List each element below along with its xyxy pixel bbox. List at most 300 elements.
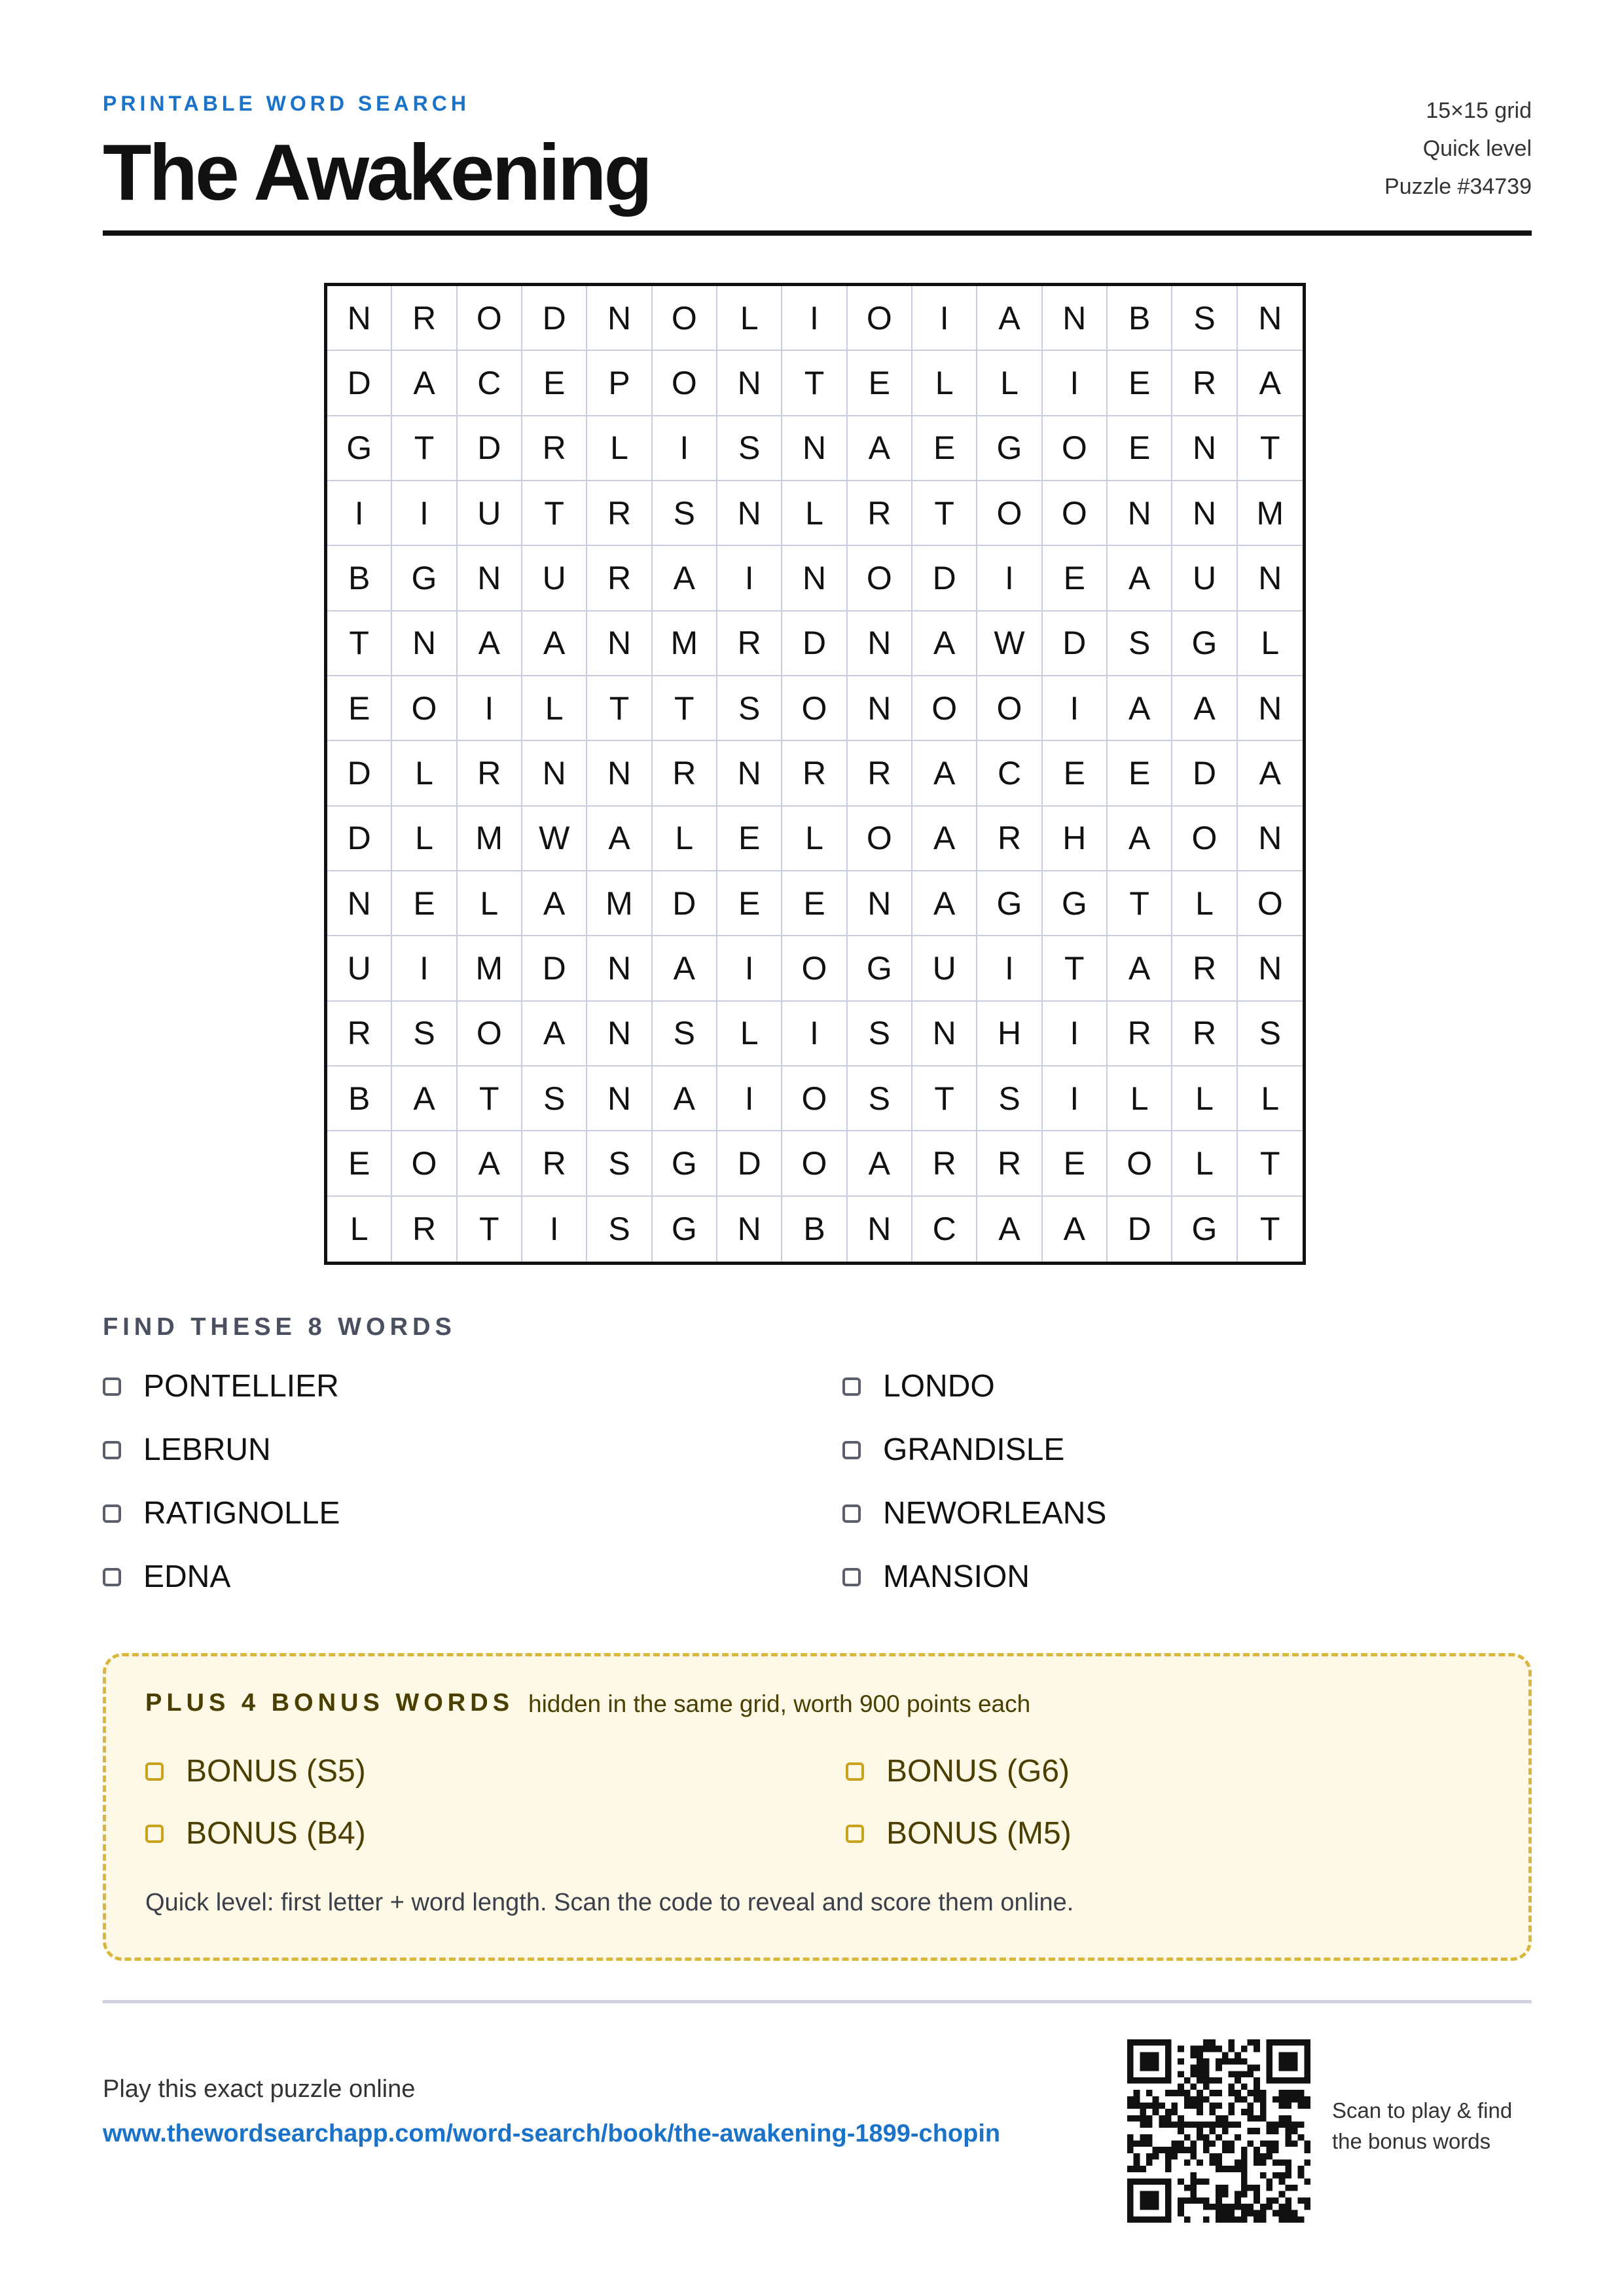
grid-cell[interactable]: G [1172, 611, 1237, 676]
word-checkbox[interactable] [842, 1441, 861, 1459]
grid-cell[interactable]: U [1172, 546, 1237, 611]
grid-cell[interactable]: R [587, 481, 652, 546]
grid-cell[interactable]: L [977, 351, 1042, 416]
qr-module [1127, 2166, 1134, 2172]
grid-cell[interactable]: S [1238, 1002, 1303, 1066]
qr-module [1260, 2216, 1267, 2223]
qr-code-icon[interactable] [1127, 2039, 1310, 2223]
grid-cell[interactable]: A [458, 1131, 522, 1196]
grid-cell[interactable]: L [458, 871, 522, 936]
qr-module [1184, 2134, 1191, 2141]
bonus-checkbox[interactable] [145, 1825, 164, 1843]
qr-module [1254, 2197, 1260, 2204]
grid-cell[interactable]: E [848, 351, 912, 416]
grid-cell[interactable]: A [1043, 1197, 1108, 1262]
find-words-heading: FIND THESE 8 WORDS [103, 1313, 456, 1341]
qr-module [1197, 2096, 1203, 2103]
grid-cell[interactable]: I [1043, 676, 1108, 741]
grid-cell[interactable]: I [782, 286, 847, 351]
grid-cell[interactable]: E [327, 676, 392, 741]
grid-cell[interactable]: N [1238, 936, 1303, 1001]
word-item[interactable] [842, 1495, 1106, 1531]
grid-cell[interactable]: G [653, 1197, 717, 1262]
grid-cell[interactable]: E [392, 871, 457, 936]
grid-cell[interactable]: E [1108, 416, 1172, 481]
grid-cell[interactable]: A [653, 1066, 717, 1131]
grid-cell[interactable]: N [848, 676, 912, 741]
qr-module [1134, 2153, 1140, 2160]
grid-cell[interactable]: N [717, 351, 782, 416]
grid-cell[interactable]: A [1238, 351, 1303, 416]
word-item[interactable] [103, 1495, 340, 1531]
grid-cell[interactable]: A [1108, 546, 1172, 611]
grid-cell[interactable]: R [782, 741, 847, 806]
grid-cell[interactable]: O [392, 1131, 457, 1196]
qr-module [1228, 2204, 1235, 2210]
grid-cell[interactable]: R [1108, 1002, 1172, 1066]
grid-cell[interactable]: L [1238, 1066, 1303, 1131]
grid-cell[interactable]: T [458, 1066, 522, 1131]
grid-cell[interactable]: A [392, 1066, 457, 1131]
grid-cell[interactable]: A [392, 351, 457, 416]
play-online-label: Play this exact puzzle online [103, 2075, 416, 2103]
qr-module [1178, 2210, 1184, 2217]
grid-cell[interactable]: L [1172, 1131, 1237, 1196]
grid-cell[interactable]: I [392, 936, 457, 1001]
grid-cell[interactable]: D [327, 741, 392, 806]
qr-module [1210, 2140, 1216, 2147]
grid-cell[interactable]: O [1043, 481, 1108, 546]
grid-cell[interactable]: N [848, 1197, 912, 1262]
grid-cell[interactable]: O [653, 286, 717, 351]
grid-cell[interactable]: S [522, 1066, 587, 1131]
grid-cell[interactable]: N [1238, 807, 1303, 871]
grid-cell[interactable]: E [717, 871, 782, 936]
grid-cell[interactable]: R [327, 1002, 392, 1066]
word-item[interactable] [842, 1368, 995, 1404]
qr-module [1210, 2128, 1216, 2134]
grid-cell[interactable]: T [912, 1066, 977, 1131]
grid-cell[interactable]: C [458, 351, 522, 416]
grid-cell[interactable]: R [1172, 351, 1237, 416]
grid-cell[interactable]: L [327, 1197, 392, 1262]
grid-cell[interactable]: L [782, 807, 847, 871]
grid-cell[interactable]: N [782, 416, 847, 481]
grid-cell[interactable]: H [1043, 807, 1108, 871]
grid-cell[interactable]: A [1238, 741, 1303, 806]
grid-cell[interactable]: N [587, 936, 652, 1001]
qr-module [1241, 2172, 1248, 2179]
qr-module [1272, 2128, 1279, 2134]
bonus-checkbox[interactable] [145, 1762, 164, 1781]
qr-module [1272, 2096, 1279, 2103]
grid-cell[interactable]: L [782, 481, 847, 546]
qr-module [1191, 2197, 1197, 2204]
grid-cell[interactable]: O [1043, 416, 1108, 481]
grid-cell[interactable]: O [653, 351, 717, 416]
grid-cell[interactable]: D [327, 807, 392, 871]
grid-cell[interactable]: N [458, 546, 522, 611]
grid-cell[interactable]: N [587, 1002, 652, 1066]
grid-cell[interactable]: R [522, 1131, 587, 1196]
grid-cell[interactable]: G [848, 936, 912, 1001]
grid-cell[interactable]: D [1108, 1197, 1172, 1262]
grid-cell[interactable]: N [587, 741, 652, 806]
grid-cell[interactable]: N [912, 1002, 977, 1066]
grid-cell[interactable]: A [977, 286, 1042, 351]
grid-cell[interactable]: G [392, 546, 457, 611]
grid-cell[interactable]: O [458, 286, 522, 351]
qr-module [1266, 2140, 1272, 2147]
grid-cell[interactable]: A [587, 807, 652, 871]
grid-cell[interactable]: A [522, 1002, 587, 1066]
grid-cell[interactable]: E [782, 871, 847, 936]
grid-cell[interactable]: R [587, 546, 652, 611]
grid-cell[interactable]: N [848, 871, 912, 936]
grid-cell[interactable]: L [912, 351, 977, 416]
word-checkbox[interactable] [842, 1568, 861, 1586]
grid-cell[interactable]: B [327, 546, 392, 611]
grid-cell[interactable]: S [717, 416, 782, 481]
grid-cell[interactable]: I [717, 1066, 782, 1131]
grid-cell[interactable]: U [327, 936, 392, 1001]
qr-module [1241, 2159, 1248, 2166]
grid-cell[interactable]: U [912, 936, 977, 1001]
grid-cell[interactable]: N [1238, 676, 1303, 741]
grid-cell[interactable]: R [653, 741, 717, 806]
grid-cell[interactable]: N [1108, 481, 1172, 546]
grid-cell[interactable]: N [327, 871, 392, 936]
grid-cell[interactable]: S [587, 1197, 652, 1262]
grid-cell[interactable]: N [587, 1066, 652, 1131]
bonus-word-item[interactable] [145, 1753, 366, 1789]
grid-cell[interactable]: E [327, 1131, 392, 1196]
grid-cell[interactable]: N [587, 611, 652, 676]
qr-module [1178, 2122, 1184, 2128]
grid-cell[interactable]: A [977, 1197, 1042, 1262]
grid-cell[interactable]: A [1172, 676, 1237, 741]
bonus-checkbox[interactable] [846, 1762, 864, 1781]
grid-cell[interactable]: L [1172, 1066, 1237, 1131]
grid-cell[interactable]: L [522, 676, 587, 741]
grid-cell[interactable]: R [392, 1197, 457, 1262]
grid-cell[interactable]: R [848, 741, 912, 806]
word-item[interactable] [103, 1368, 339, 1404]
grid-cell[interactable]: D [912, 546, 977, 611]
grid-cell[interactable]: A [522, 871, 587, 936]
grid-cell[interactable]: S [653, 481, 717, 546]
grid-cell[interactable]: O [848, 286, 912, 351]
grid-cell[interactable]: O [848, 546, 912, 611]
grid-cell[interactable]: I [912, 286, 977, 351]
grid-cell[interactable]: R [1172, 1002, 1237, 1066]
grid-cell[interactable]: R [912, 1131, 977, 1196]
grid-cell[interactable]: G [977, 416, 1042, 481]
word-item[interactable] [842, 1432, 1064, 1468]
grid-cell[interactable]: E [1108, 351, 1172, 416]
grid-cell[interactable]: O [782, 1131, 847, 1196]
level-label: Quick level [1422, 136, 1532, 161]
grid-cell[interactable]: A [848, 1131, 912, 1196]
grid-cell[interactable]: W [522, 807, 587, 871]
play-online-link[interactable]: www.thewordsearchapp.com/word-search/book/the-awakening-1899-chopin [103, 2120, 1001, 2147]
grid-cell[interactable]: N [782, 546, 847, 611]
grid-cell[interactable]: M [653, 611, 717, 676]
grid-cell[interactable]: N [717, 1197, 782, 1262]
qr-module [1210, 2046, 1216, 2052]
qr-module [1184, 2185, 1191, 2191]
grid-cell[interactable]: O [977, 676, 1042, 741]
qr-module [1216, 2090, 1222, 2096]
grid-cell[interactable]: N [848, 611, 912, 676]
grid-cell[interactable]: A [522, 611, 587, 676]
grid-cell[interactable]: O [977, 481, 1042, 546]
grid-cell[interactable]: M [587, 871, 652, 936]
word-item[interactable] [103, 1432, 271, 1468]
qr-module [1272, 2210, 1279, 2217]
grid-cell[interactable]: H [977, 1002, 1042, 1066]
grid-cell[interactable]: D [327, 351, 392, 416]
word-checkbox[interactable] [842, 1377, 861, 1396]
grid-cell[interactable]: L [587, 416, 652, 481]
grid-cell[interactable]: B [782, 1197, 847, 1262]
grid-cell[interactable]: S [587, 1131, 652, 1196]
grid-cell[interactable]: M [458, 807, 522, 871]
grid-cell[interactable]: I [1043, 1002, 1108, 1066]
qr-module [1279, 2191, 1286, 2198]
grid-cell[interactable]: T [1238, 1131, 1303, 1196]
grid-cell[interactable]: C [977, 741, 1042, 806]
grid-cell[interactable]: R [848, 481, 912, 546]
grid-cell[interactable]: T [1260, 1211, 1280, 1248]
grid-cell[interactable]: I [717, 936, 782, 1001]
qr-module [1203, 2096, 1210, 2103]
qr-module [1203, 2197, 1210, 2204]
bonus-word-item[interactable] [846, 1815, 1072, 1851]
grid-cell[interactable]: P [587, 351, 652, 416]
grid-cell[interactable]: T [392, 416, 457, 481]
grid-cell[interactable]: T [587, 676, 652, 741]
grid-cell[interactable]: I [392, 481, 457, 546]
grid-cell[interactable]: B [327, 1066, 392, 1131]
grid-cell[interactable]: S [1108, 611, 1172, 676]
grid-cell[interactable]: A [848, 416, 912, 481]
bonus-word-label: BONUS (S5) [186, 1754, 366, 1789]
word-item[interactable] [842, 1559, 1030, 1595]
grid-cell[interactable]: N [1172, 481, 1237, 546]
grid-cell[interactable]: N [1238, 286, 1303, 351]
qr-module [1235, 2134, 1241, 2141]
grid-cell[interactable]: T [653, 676, 717, 741]
grid-cell[interactable]: A [912, 611, 977, 676]
grid-cell[interactable]: T [912, 481, 977, 546]
grid-cell[interactable]: W [977, 611, 1042, 676]
grid-cell[interactable]: B [1108, 286, 1172, 351]
qr-module [1146, 2122, 1153, 2128]
grid-cell[interactable]: T [458, 1197, 522, 1262]
grid-cell[interactable]: C [912, 1197, 977, 1262]
grid-cell[interactable]: N [717, 741, 782, 806]
qr-module [1235, 2071, 1241, 2077]
qr-module [1291, 2096, 1298, 2103]
grid-cell[interactable]: R [392, 286, 457, 351]
grid-cell[interactable]: N [587, 286, 652, 351]
word-checkbox[interactable] [103, 1377, 121, 1396]
letter-grid[interactable] [324, 283, 1306, 1265]
qr-module [1291, 2216, 1298, 2223]
qr-module [1266, 2128, 1272, 2134]
grid-cell[interactable]: L [1108, 1066, 1172, 1131]
grid-cell[interactable]: N [522, 741, 587, 806]
word-checkbox[interactable] [103, 1504, 121, 1523]
bonus-checkbox[interactable] [846, 1825, 864, 1843]
word-label: PONTELLIER [143, 1369, 339, 1404]
qr-module [1254, 2084, 1260, 2090]
grid-cell[interactable]: S [848, 1002, 912, 1066]
grid-cell[interactable]: M [1238, 481, 1303, 546]
grid-cell[interactable]: I [977, 546, 1042, 611]
grid-cell[interactable]: R [977, 1131, 1042, 1196]
grid-cell[interactable]: S [977, 1066, 1042, 1131]
grid-cell[interactable]: I [977, 936, 1042, 1001]
grid-cell[interactable]: E [1108, 741, 1172, 806]
grid-cell[interactable]: I [1043, 351, 1108, 416]
grid-cell[interactable]: E [912, 416, 977, 481]
grid-cell[interactable]: R [977, 807, 1042, 871]
grid-cell[interactable]: T [1043, 936, 1108, 1001]
grid-cell[interactable]: E [1043, 546, 1108, 611]
grid-cell[interactable]: G [977, 871, 1042, 936]
bonus-word-item[interactable] [846, 1753, 1070, 1789]
grid-cell[interactable]: A [912, 871, 977, 936]
qr-module [1172, 2140, 1178, 2147]
grid-cell[interactable]: O [912, 676, 977, 741]
grid-cell[interactable]: T [782, 351, 847, 416]
grid-cell[interactable]: E [522, 351, 587, 416]
grid-cell[interactable]: R [1172, 936, 1237, 1001]
grid-cell[interactable]: I [717, 546, 782, 611]
grid-cell[interactable]: S [653, 1002, 717, 1066]
grid-cell[interactable]: L [717, 1002, 782, 1066]
grid-cell[interactable]: T [522, 481, 587, 546]
grid-cell[interactable]: I [327, 481, 392, 546]
grid-cell[interactable]: O [1238, 871, 1303, 936]
grid-cell[interactable]: N [1172, 416, 1237, 481]
grid-cell[interactable]: A [1108, 807, 1172, 871]
grid-cell[interactable]: D [522, 286, 587, 351]
grid-cell[interactable]: U [522, 546, 587, 611]
grid-cell[interactable]: L [392, 741, 457, 806]
grid-cell[interactable]: I [782, 1002, 847, 1066]
grid-cell[interactable]: D [522, 936, 587, 1001]
qr-module [1184, 2159, 1191, 2166]
grid-cell[interactable]: S [1172, 286, 1237, 351]
grid-cell[interactable]: I [653, 416, 717, 481]
grid-cell[interactable]: N [1238, 546, 1303, 611]
grid-cell[interactable]: A [912, 807, 977, 871]
grid-cell[interactable]: S [717, 676, 782, 741]
grid-cell[interactable]: G [1172, 1197, 1237, 1262]
grid-cell[interactable]: D [1172, 741, 1237, 806]
grid-cell[interactable]: G [653, 1131, 717, 1196]
qr-module [1146, 2115, 1153, 2122]
grid-cell[interactable]: M [458, 936, 522, 1001]
grid-cell[interactable]: O [1172, 807, 1237, 871]
grid-cell[interactable]: O [782, 936, 847, 1001]
grid-cell[interactable]: T [327, 611, 392, 676]
grid-cell[interactable]: O [458, 1002, 522, 1066]
grid-cell[interactable]: A [1108, 676, 1172, 741]
qr-module [1197, 2128, 1203, 2134]
word-checkbox[interactable] [103, 1568, 121, 1586]
grid-cell[interactable]: L [392, 807, 457, 871]
grid-cell[interactable]: I [522, 1197, 587, 1262]
grid-cell[interactable]: A [912, 741, 977, 806]
grid-cell[interactable]: O [848, 807, 912, 871]
grid-cell[interactable]: O [1108, 1131, 1172, 1196]
word-checkbox[interactable] [103, 1441, 121, 1459]
grid-cell[interactable]: L [1238, 611, 1303, 676]
qr-module [1134, 2103, 1140, 2109]
grid-cell[interactable]: E [1043, 1131, 1108, 1196]
grid-cell[interactable]: L [1172, 871, 1237, 936]
grid-cell[interactable]: A [653, 936, 717, 1001]
grid-cell[interactable]: A [458, 611, 522, 676]
grid-cell[interactable]: D [1043, 611, 1108, 676]
grid-cell[interactable]: E [1043, 741, 1108, 806]
grid-cell[interactable]: D [717, 1131, 782, 1196]
qr-module [1140, 2115, 1146, 2122]
word-item[interactable] [103, 1559, 230, 1595]
grid-cell[interactable]: I [1043, 1066, 1108, 1131]
grid-cell[interactable]: G [1043, 871, 1108, 936]
grid-cell[interactable]: E [717, 807, 782, 871]
grid-cell[interactable]: U [458, 481, 522, 546]
qr-module [1222, 2185, 1229, 2191]
grid-cell[interactable]: T [1108, 871, 1172, 936]
qr-module [1197, 2046, 1203, 2052]
grid-cell[interactable]: O [782, 676, 847, 741]
grid-cell[interactable]: L [717, 286, 782, 351]
grid-cell[interactable]: R [522, 416, 587, 481]
grid-cell[interactable]: N [1043, 286, 1108, 351]
qr-module [1197, 2134, 1203, 2141]
grid-cell[interactable]: O [392, 676, 457, 741]
bonus-word-item[interactable] [145, 1815, 366, 1851]
grid-cell[interactable]: A [1108, 936, 1172, 1001]
grid-cell[interactable]: N [392, 611, 457, 676]
grid-cell[interactable]: N [327, 286, 392, 351]
grid-cell[interactable]: G [327, 416, 392, 481]
grid-cell[interactable]: S [392, 1002, 457, 1066]
grid-cell[interactable]: D [782, 611, 847, 676]
qr-module [1165, 2090, 1172, 2096]
grid-cell[interactable]: D [458, 416, 522, 481]
qr-module [1279, 2210, 1286, 2217]
grid-cell[interactable]: S [848, 1066, 912, 1131]
puzzle-id-label: Puzzle #34739 [1384, 174, 1532, 199]
grid-cell[interactable]: I [458, 676, 522, 741]
grid-cell[interactable]: O [782, 1066, 847, 1131]
grid-cell[interactable]: A [653, 546, 717, 611]
grid-cell[interactable]: D [653, 871, 717, 936]
grid-cell[interactable]: L [653, 807, 717, 871]
grid-cell[interactable]: N [717, 481, 782, 546]
grid-cell[interactable]: R [458, 741, 522, 806]
word-checkbox[interactable] [842, 1504, 861, 1523]
grid-cell[interactable]: T [1238, 416, 1303, 481]
grid-cell[interactable]: R [717, 611, 782, 676]
